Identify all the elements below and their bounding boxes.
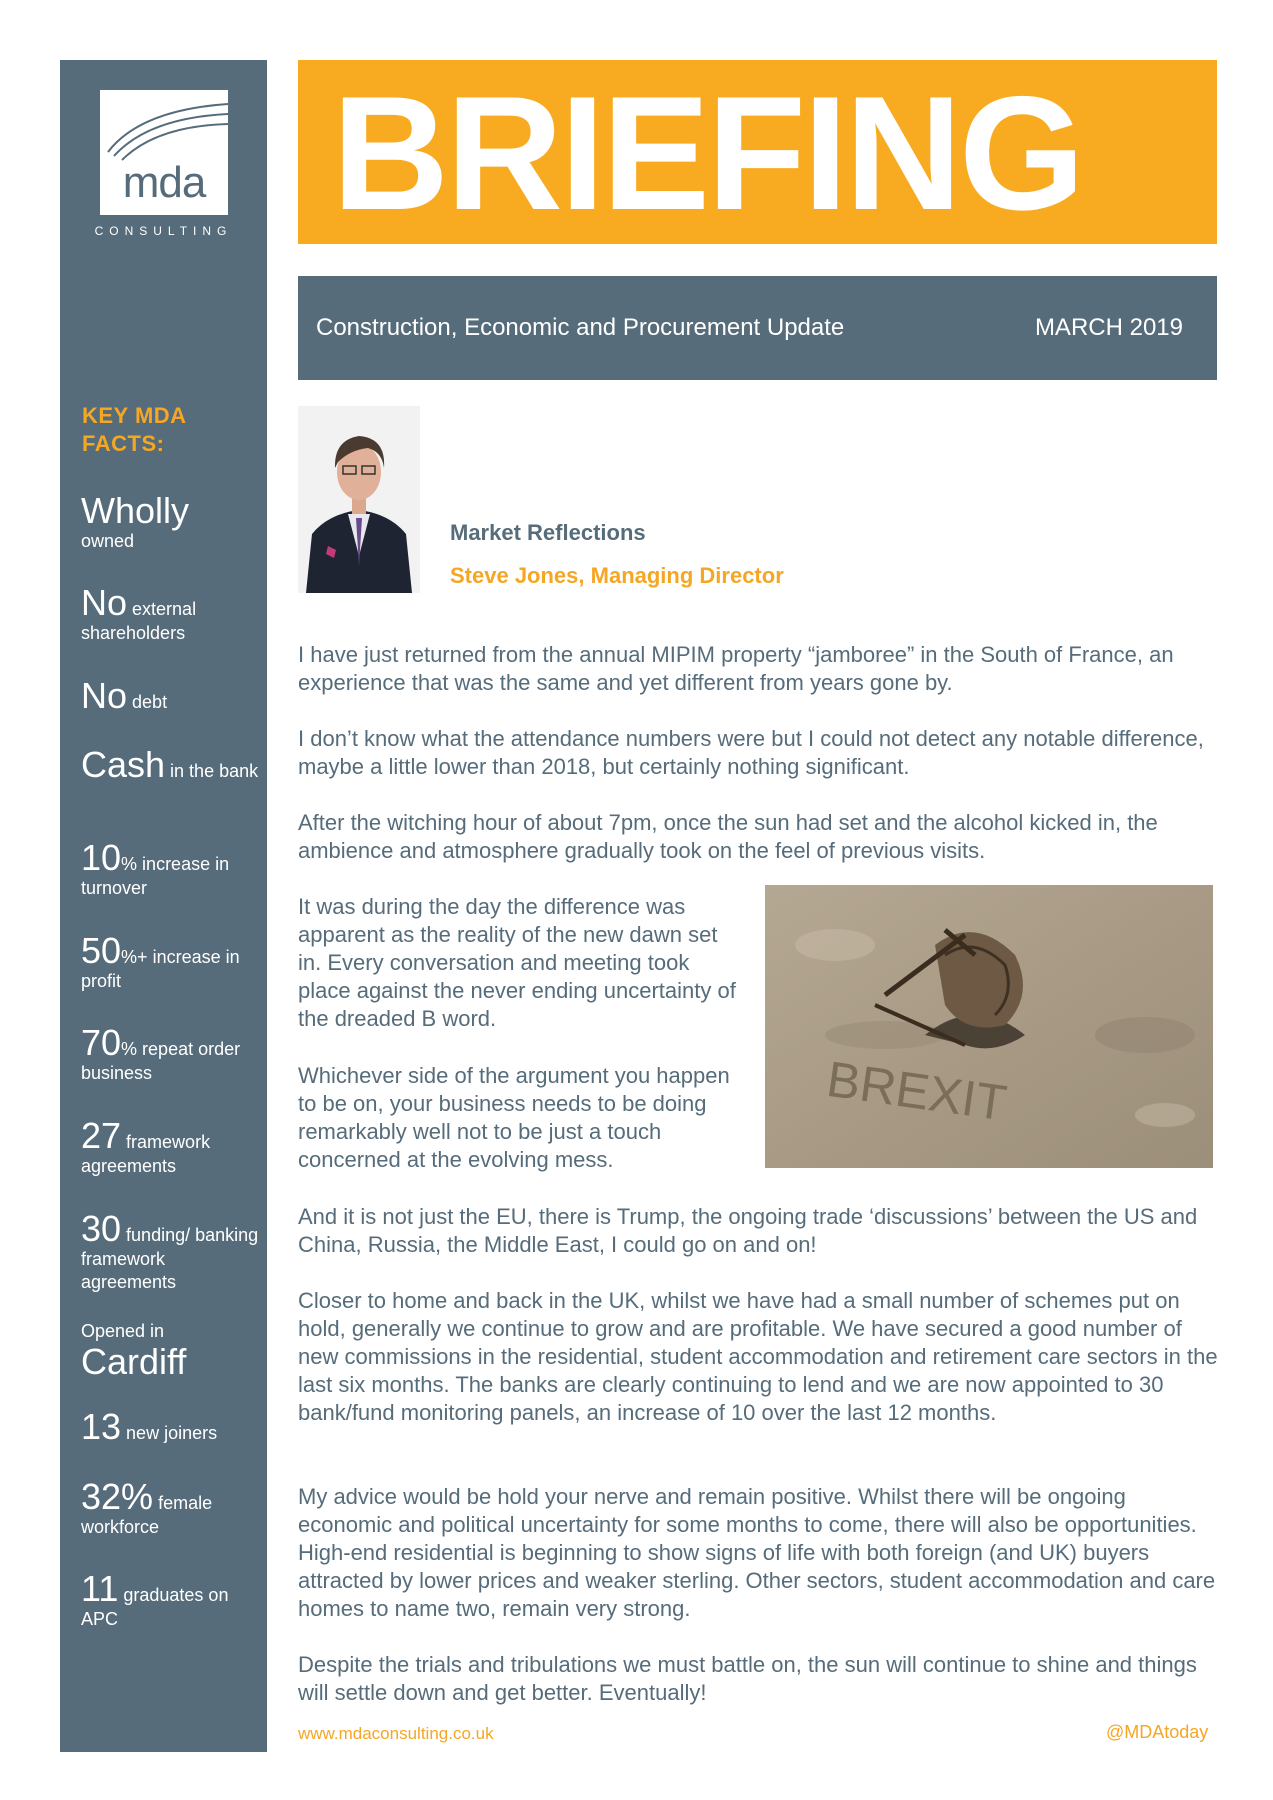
article-paragraph: Despite the trials and tribulations we must battle on, the sun will continue to shine and things will settle down and get better. Eventually!	[298, 1652, 1197, 1705]
briefing-header	[298, 60, 1217, 244]
article-paragraph: I don’t know what the attendance numbers were but I could not detect any notable difference, maybe a little lower than 2018, but certainly nothing significant.	[298, 726, 1204, 779]
fact-no-debt: No debt	[81, 675, 168, 716]
fact-banking-frameworks: 30 funding/ banking framework agreements	[81, 1208, 259, 1292]
subtitle: Construction, Economic and Procurement Update	[316, 314, 845, 341]
article-paragraph: After the witching hour of about 7pm, once the sun had set and the alcohol kicked in, the ambience and atmosphere gradually took on the feel of previous visits.	[298, 810, 1158, 863]
fact-cash: Cash in the bank	[81, 744, 259, 785]
twitter-handle[interactable]: @MDAtoday	[1106, 1722, 1209, 1742]
fact-repeat-order: 70% repeat order business	[81, 1022, 241, 1083]
issue-date: MARCH 2019	[1034, 314, 1183, 341]
article-paragraph: I have just returned from the annual MIPIM property “jamboree” in the South of France, an experience that was the same and yet different from years gone by.	[298, 642, 1174, 695]
svg-text:BREXIT: BREXIT	[823, 1050, 1011, 1132]
article-paragraph: It was during the day the difference was apparent as the reality of the new dawn set in. Every conversation and meeting took place against the never ending uncertainty of the dreaded B word.	[298, 894, 736, 1031]
author-portrait	[298, 406, 420, 593]
fact-no-shareholders: No external shareholders	[81, 582, 197, 643]
website-link[interactable]: www.mdaconsulting.co.uk	[298, 1724, 494, 1743]
subtitle-bar	[298, 276, 1217, 380]
fact-framework-agreements: 27 framework agreements	[81, 1115, 211, 1176]
fact-cardiff: Opened in Cardiff	[81, 1321, 187, 1382]
logo-subtitle: CONSULTING	[94, 224, 233, 238]
fact-graduates: 11 graduates on APC	[81, 1568, 229, 1629]
page-title: BRIEFING	[332, 63, 1083, 244]
article-paragraph: My advice would be hold your nerve and remain positive. Whilst there will be ongoing economic and political uncertainty for some months to come, there will also be opportunities. High-end residential is beginning to show signs of life with both foreign (and UK) buyers attracted by lower prices and weaker sterling. Other sectors, student accommodation and care homes to name two, remain very strong.	[298, 1484, 1216, 1621]
sidebar	[60, 60, 267, 1752]
fact-profit: 50%+ increase in profit	[81, 930, 240, 991]
article-heading: Market Reflections	[450, 520, 646, 545]
key-facts-heading: KEY MDA FACTS:	[82, 403, 186, 456]
beach-brexit-image	[765, 885, 1213, 1168]
article-paragraph: And it is not just the EU, there is Trump, the ongoing trade ‘discussions’ between the US and China, Russia, the Middle East, I could go on and on!	[298, 1204, 1198, 1257]
fact-new-joiners: 13 new joiners	[81, 1406, 218, 1447]
article-paragraph: Closer to home and back in the UK, whilst we have had a small number of schemes put on hold, generally we continue to grow and are profitable. We have secured a good number of new commissions in the residential, student accommodation and retirement care sectors in the last six months. The banks are clearly continuing to lend and we are now appointed to 30 bank/fund monitoring panels, an increase of 10 over the last 12 months.	[298, 1288, 1218, 1425]
mda-logo	[100, 90, 228, 215]
logo-text: mda	[122, 158, 206, 207]
fact-turnover: 10% increase in turnover	[81, 837, 230, 898]
article-author: Steve Jones, Managing Director	[450, 563, 784, 588]
fact-wholly-owned: Wholly owned	[81, 490, 190, 551]
article-paragraph: Whichever side of the argument you happen to be on, your business needs to be doing remarkably well not to be just a touch concerned at the evolving mess.	[298, 1063, 730, 1172]
fact-female-workforce: 32% female workforce	[81, 1476, 213, 1537]
